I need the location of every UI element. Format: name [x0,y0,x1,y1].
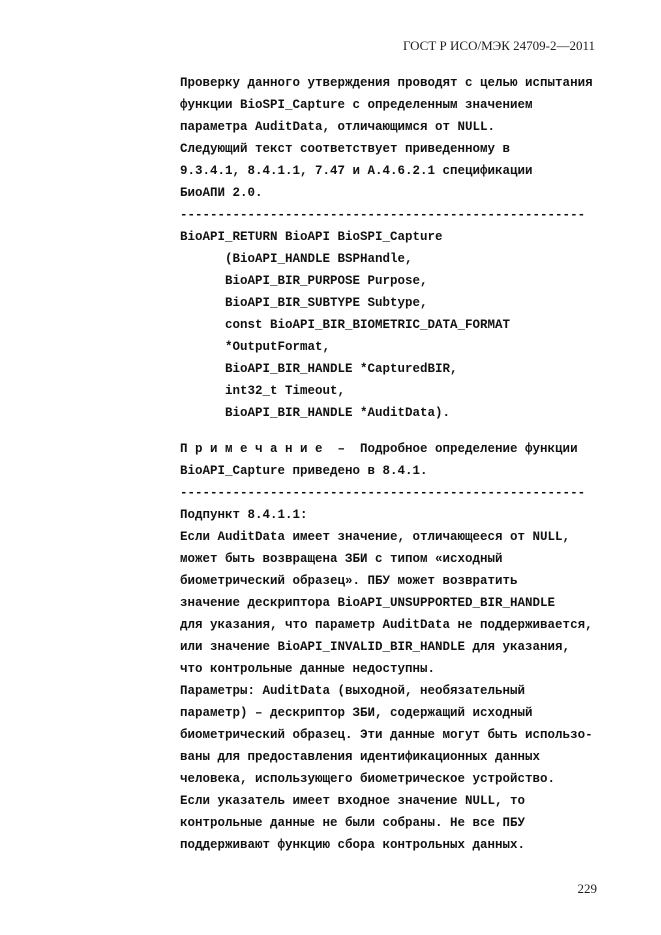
text-line: может быть возвращена ЗБИ с типом «исходный [180,552,503,566]
text-line: BioAPI_BIR_PURPOSE Purpose, [180,274,428,288]
document-body [180,72,604,856]
page-number: 229 [577,881,597,896]
text-line: BioAPI_BIR_HANDLE *AuditData). [180,406,451,420]
text-line: поддерживают функцию сбора контрольных данных. [180,838,526,852]
text-line: BioAPI_Capture приведено в 8.4.1. [180,464,428,478]
text-line: что контрольные данные недоступны. [180,662,436,676]
text-line: BioAPI_BIR_HANDLE *CapturedBIR, [180,362,458,376]
text-line: П р и м е ч а н и е – Подробное определение функции [180,442,578,456]
text-line: int32_t Timeout, [180,384,346,398]
text-line: (BioAPI_HANDLE BSPHandle, [180,252,413,266]
text-line: 9.3.4.1, 8.4.1.1, 7.47 и A.4.6.2.1 спецификации [180,164,533,178]
text-line: БиоАПИ 2.0. [180,186,263,200]
text-line: или значение BioAPI_INVALID_BIR_HANDLE для указания, [180,640,571,654]
text-line: значение дескриптора BioAPI_UNSUPPORTED_BIR_HANDLE [180,596,556,610]
text-line: const BioAPI_BIR_BIOMETRIC_DATA_FORMAT [180,318,511,332]
text-line: Если AuditData имеет значение, отличающееся от NULL, [180,530,571,544]
text-line: параметра AuditData, отличающимся от NULL. [180,120,496,134]
text-line: биометрический образец». ПБУ может возвратить [180,574,518,588]
text-line: человека, использующего биометрическое устройство. [180,772,556,786]
dashed-separator: ------------------------------------------------------ [180,486,586,500]
text-line: BioAPI_BIR_SUBTYPE Subtype, [180,296,428,310]
page-footer [578,881,598,897]
text-line: *OutputFormat, [180,340,331,354]
text-line: параметр) – дескриптор ЗБИ, содержащий исходный [180,706,533,720]
dashed-separator: ------------------------------------------------------ [180,208,586,222]
text-line [180,424,604,438]
text-line: Параметры: AuditData (выходной, необязательный [180,684,526,698]
text-line: функции BioSPI_Capture с определенным значением [180,98,533,112]
text-line: для указания, что параметр AuditData не поддерживается, [180,618,593,632]
text-line: контрольные данные не были собраны. Не все ПБУ [180,816,526,830]
text-line: Следующий текст соответствует приведенному в [180,142,511,156]
text-line: Если указатель имеет входное значение NULL, то [180,794,526,808]
standard-code: ГОСТ Р ИСО/МЭК 24709-2—2011 [402,38,595,53]
text-line: ваны для предоставления идентификационных данных [180,750,541,764]
text-line: Подпункт 8.4.1.1: [180,508,308,522]
text-line: Проверку данного утверждения проводят с целью испытания [180,76,593,90]
page-header [0,38,595,54]
text-line: BioAPI_RETURN BioAPI BioSPI_Capture [180,230,443,244]
text-line: биометрический образец. Эти данные могут быть использо- [180,728,593,742]
